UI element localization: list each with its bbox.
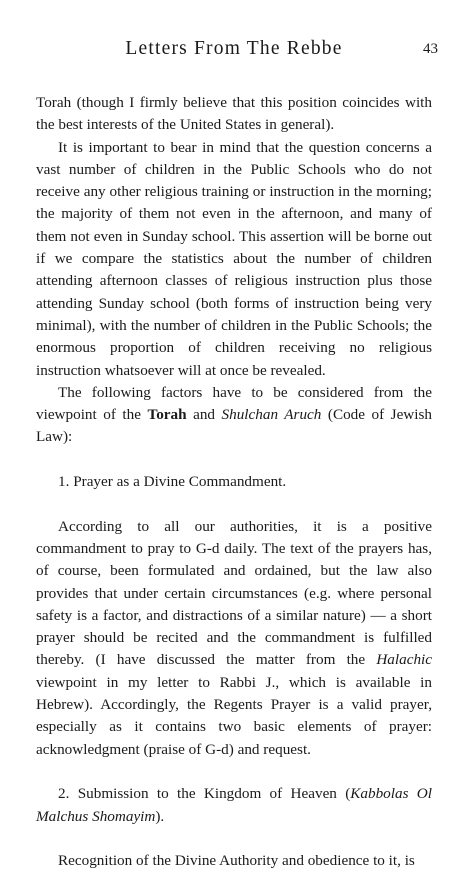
spacer (36, 493, 432, 515)
page-number: 43 (423, 41, 438, 57)
halachic-term: Halachic (376, 651, 432, 669)
running-title: Letters From The Rebbe (125, 38, 343, 59)
paragraph-public-schools: It is important to bear in mind that the question concerns a vast number of children in the Public Schools who do not receive any other religious training or instruction in the morning; the majority of them not even in the afternoon, and many of them not even in Sunday school. This assertion will be borne out if we compare the statistics about the number of children attending afternoon classes of religious instruction plus those attending Sunday school (both forms of instruction being very minimal), with the number of children in the Public Schools; the enormous proportion of children receiving no religious instruction whatsoever will at once be revealed. (36, 138, 432, 379)
factors-text-e: (Code of Jewish Law): (36, 406, 432, 446)
heading2-text-c: ). (155, 807, 165, 825)
section-heading-1: 1. Prayer as a Divine Commandment. (58, 473, 287, 491)
torah-term: Torah (147, 406, 187, 424)
body-text (36, 92, 432, 872)
paragraph-continued: Torah (though I firmly believe that this position coincides with the best interests of the United States in general). (36, 94, 432, 134)
paragraph-recognition: Recognition of the Divine Authority and obedience to it, is (58, 852, 415, 870)
paragraph-factors (36, 382, 432, 449)
heading2-text-a: 2. Submission to the Kingdom of Heaven ( (58, 785, 351, 803)
section-heading-2 (36, 783, 432, 828)
factors-text-a: The following factors have to be considered from the viewpoint of the (36, 383, 432, 424)
paragraph-prayer (36, 516, 432, 761)
factors-text-c: and (186, 406, 222, 424)
kabbolas-ol-term: Kabbolas Ol Malchus Shomayim (36, 785, 432, 825)
spacer (36, 761, 432, 783)
running-head (36, 38, 438, 64)
prayer-text-a: According to all our authorities, it is a positive commandment to pray to G-d daily. The text of the prayers has, of course, been formulated and ordained, but the law also provides that under certain circumstances (e.g. where personal safety is a factor, and distractions of a similar nature) — a short prayer should be recited and the commandment is fulfilled thereby. (I have discussed the matter from the (36, 517, 432, 669)
spacer (36, 828, 432, 850)
prayer-text-c: viewpoint in my letter to Rabbi J., which is available in Hebrew). Accordingly, the Regents Prayer is a valid prayer, especially as it contains two basic elements of prayer: acknowledgment (praise of G-d) and request. (36, 673, 432, 758)
spacer (36, 449, 432, 471)
shulchan-aruch-term: Shulchan Aruch (221, 406, 322, 424)
